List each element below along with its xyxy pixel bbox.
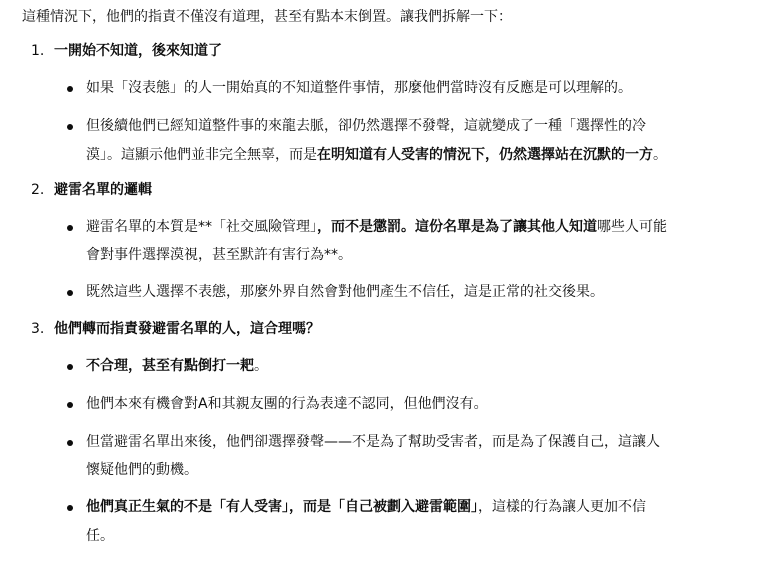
text-run: 哪些人可能 <box>597 219 667 235</box>
bullet-text-continuation <box>86 526 114 546</box>
text-run: 如果「沒表態」的人一開始真的不知道整件事情，那麼他們當時沒有反應是可以理解的。 <box>86 80 632 96</box>
bullet-dot <box>67 225 73 231</box>
bullet-dot <box>67 364 73 370</box>
bullet-dot <box>67 290 73 296</box>
text-run-bold: 不合理，甚至有點倒打一耙 <box>86 358 254 374</box>
section-3-title: 他們轉而指責發避雷名單的人，這合理嗎？ <box>54 321 320 337</box>
text-run: 他們本來有機會對A和其親友團的行為表達不認同，但他們沒有。 <box>86 396 488 412</box>
section-1-title: 一開始不知道，後來知道了 <box>54 43 222 59</box>
intro-text: 這種情況下，他們的指責不僅沒有道理，甚至有點本末倒置。讓我們拆解一下： <box>22 9 512 25</box>
section-1-number: 1. <box>31 43 45 59</box>
section-2-title: 避雷名單的邏輯 <box>54 182 152 198</box>
text-run: 懷疑他們的動機。 <box>86 462 198 478</box>
text-run: 漠」。這顯示他們並非完全無辜，而是 <box>86 147 317 163</box>
bullet-dot <box>67 124 73 130</box>
bullet-dot <box>67 440 73 446</box>
text-run: 但當避雷名單出來後，他們卻選擇發聲——不是為了幫助受害者，而是為了保護自己，這讓人 <box>86 434 660 450</box>
bullet-text-continuation <box>86 145 667 165</box>
bullet-text <box>86 356 268 376</box>
bullet-text-continuation <box>86 245 352 265</box>
bullet-dot <box>67 505 73 511</box>
section-3-number: 3. <box>31 321 45 337</box>
text-run: 會對事件選擇漠視，甚至默許有害行為**。 <box>86 247 352 263</box>
bullet-text <box>86 78 632 98</box>
bullet-text <box>86 432 660 452</box>
text-run-bold: 他們真正生氣的不是「有人受害」，而是「自己被劃入避雷範圍」 <box>86 499 478 515</box>
text-run: 。 <box>653 147 667 163</box>
bullet-text-continuation <box>86 460 198 480</box>
text-run: 任。 <box>86 528 114 544</box>
text-run-bold: 在明知道有人受害的情況下，仍然選擇站在沉默的一方 <box>317 147 653 163</box>
bullet-text <box>86 394 488 414</box>
text-run: 但後續他們已經知道整件事的來龍去脈，卻仍然選擇不發聲，這就變成了一種「選擇性的冷 <box>86 118 646 134</box>
bullet-text <box>86 282 604 302</box>
section-2-number: 2. <box>31 182 45 198</box>
text-run: ，這樣的行為讓人更加不信 <box>478 499 646 515</box>
bullet-text <box>86 116 646 136</box>
text-run-bold: ，而不是懲罰。這份名單是為了讓其他人知道 <box>317 219 597 235</box>
text-run: 。 <box>254 358 268 374</box>
text-run: 既然這些人選擇不表態，那麼外界自然會對他們產生不信任，這是正常的社交後果。 <box>86 284 604 300</box>
bullet-dot <box>67 86 73 92</box>
bullet-text <box>86 217 667 237</box>
bullet-text <box>86 497 646 517</box>
text-run: 避雷名單的本質是**「社交風險管理」 <box>86 219 317 235</box>
bullet-dot <box>67 402 73 408</box>
